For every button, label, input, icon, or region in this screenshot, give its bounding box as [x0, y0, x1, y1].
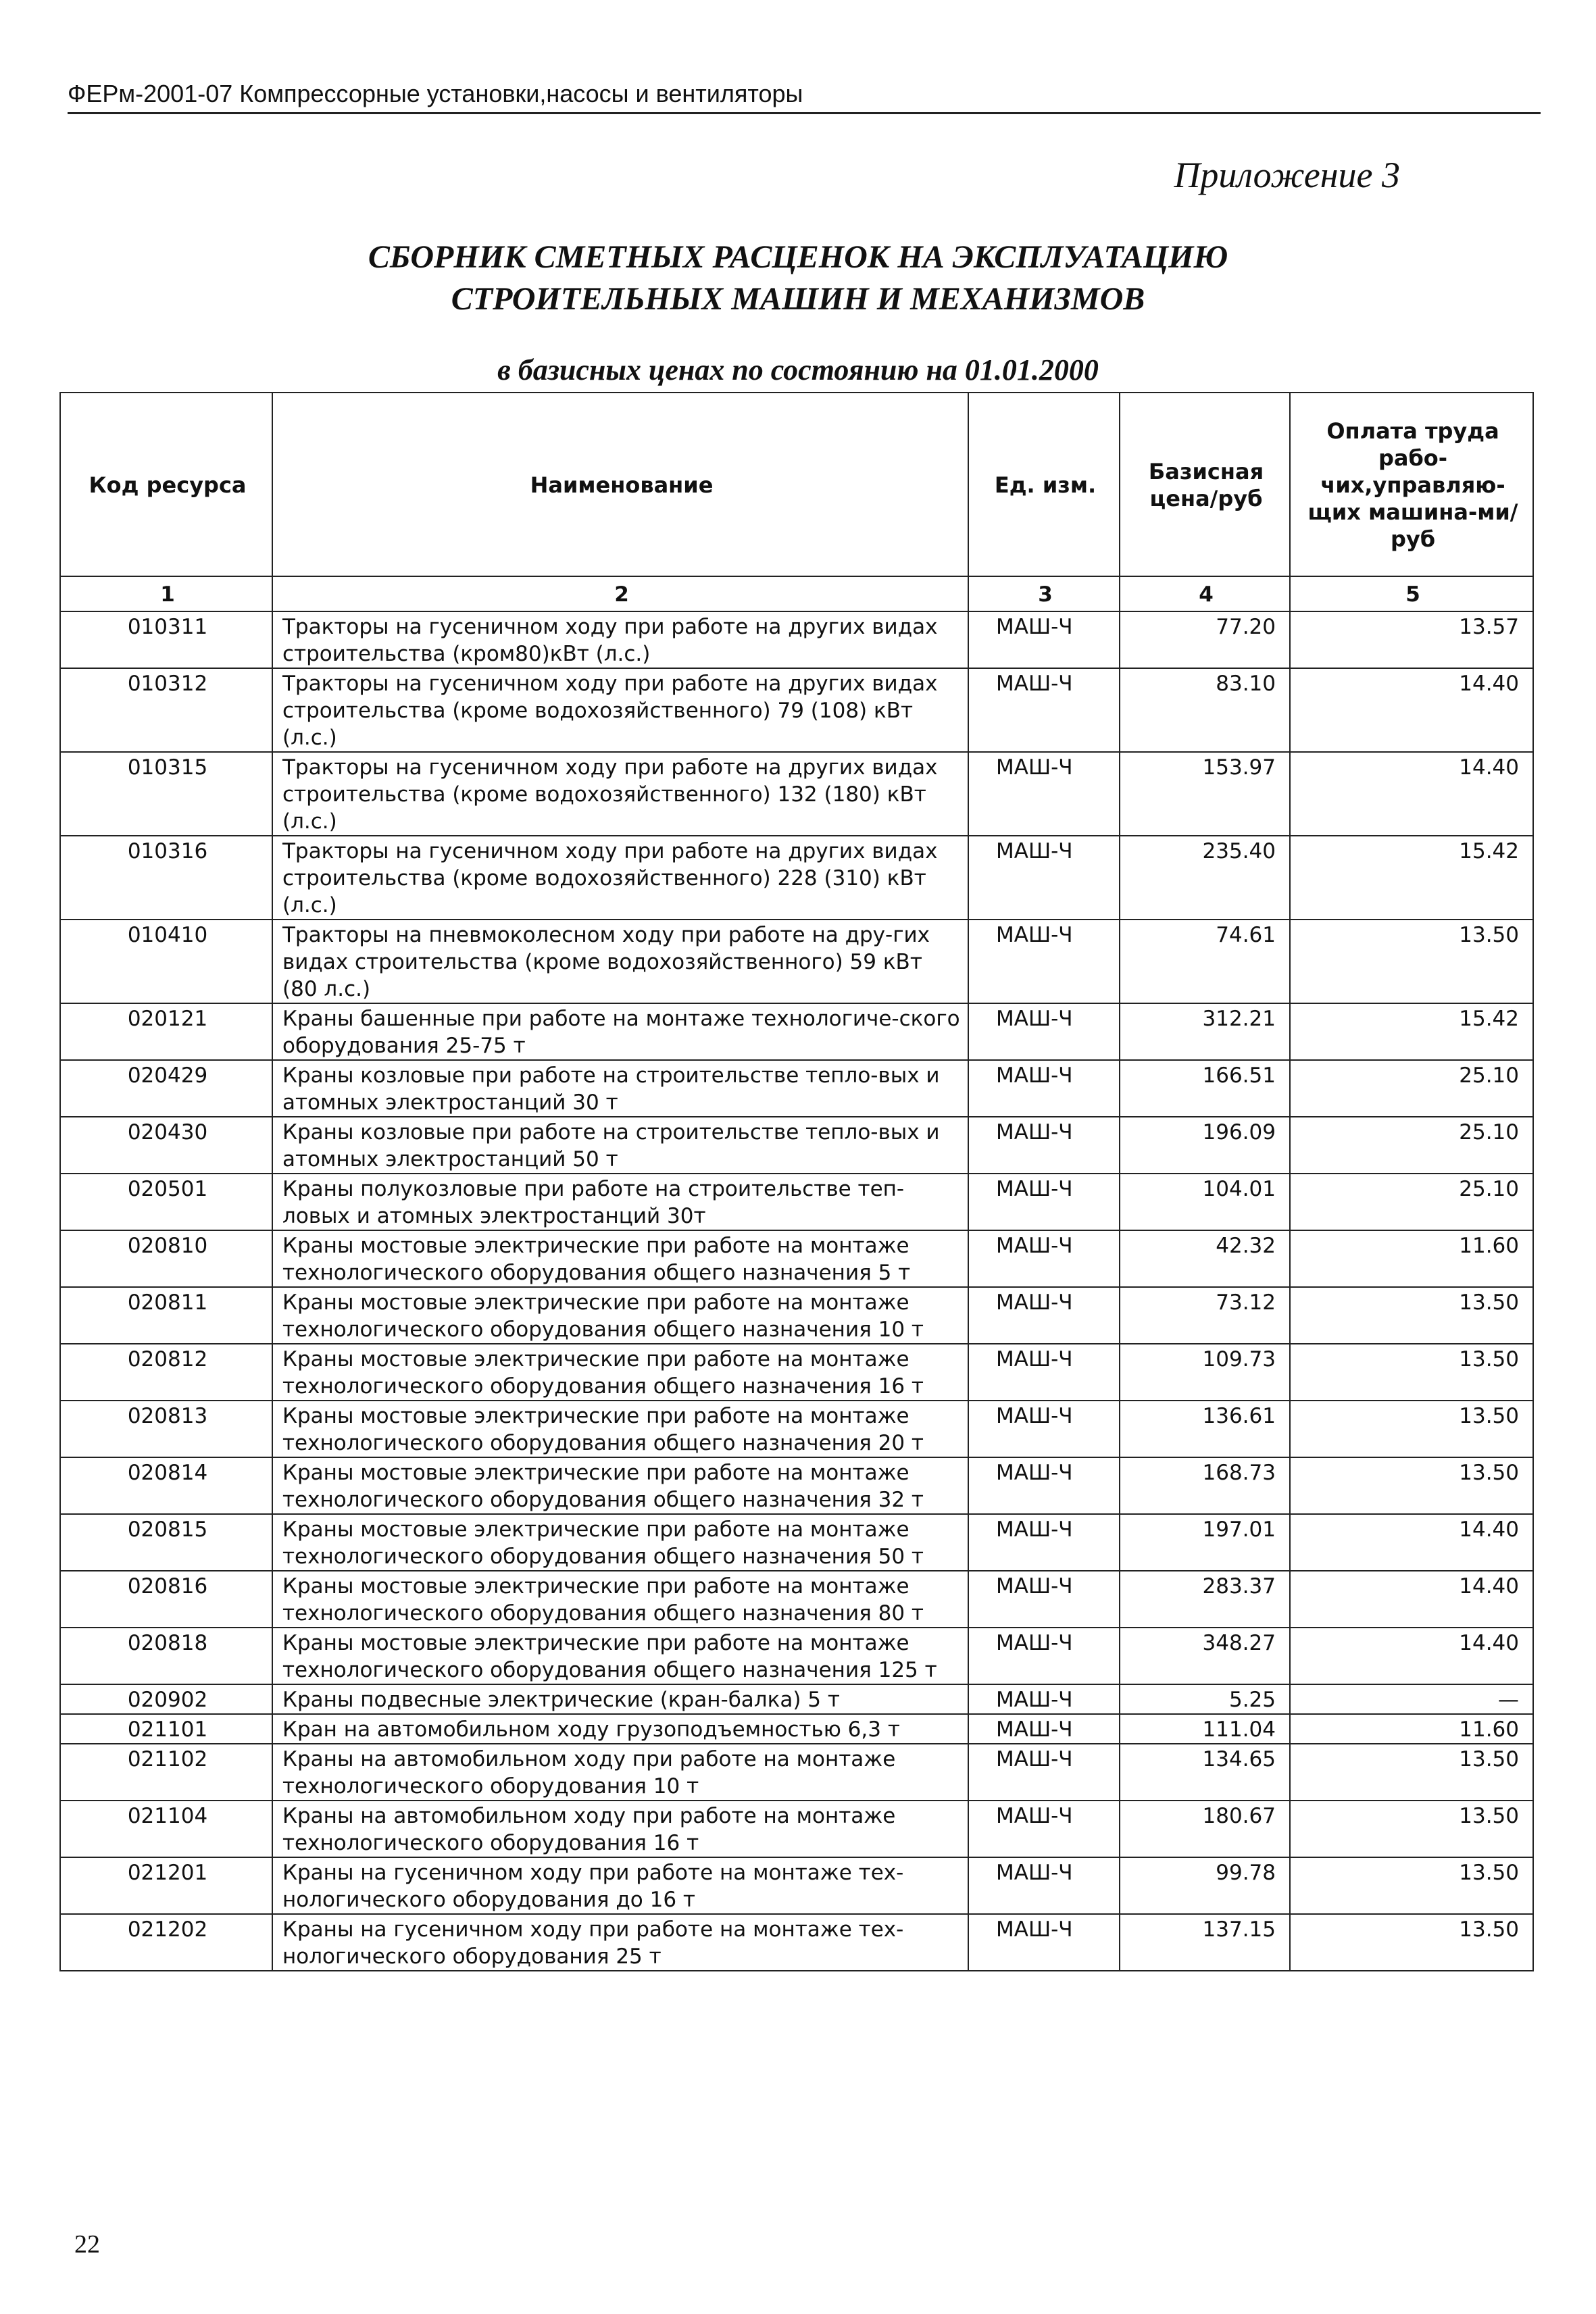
resource-name-cell: Тракторы на гусеничном ходу при работе на других видах строительства (кром80)кВт (л.с.) — [272, 611, 968, 668]
base-price-cell: 74.61 — [1120, 920, 1290, 1003]
operator-wage-cell: — — [1290, 1684, 1533, 1714]
unit-cell: МАШ-Ч — [968, 1117, 1120, 1174]
table-row — [60, 1914, 1533, 1971]
resource-code-cell: 010315 — [60, 752, 272, 836]
resource-code-cell: 020501 — [60, 1174, 272, 1230]
column-header-name: Наименование — [272, 393, 968, 576]
operator-wage-cell: 15.42 — [1290, 836, 1533, 920]
column-number: 1 — [60, 576, 272, 611]
unit-cell: МАШ-Ч — [968, 1401, 1120, 1457]
resource-code-cell: 020902 — [60, 1684, 272, 1714]
resource-name-cell: Краны козловые при работе на строительстве тепло-вых и атомных электростанций 30 т — [272, 1060, 968, 1117]
unit-cell: МАШ-Ч — [968, 1744, 1120, 1801]
base-price-cell: 111.04 — [1120, 1714, 1290, 1744]
unit-cell: МАШ-Ч — [968, 1628, 1120, 1684]
table-row — [60, 1287, 1533, 1344]
base-price-cell: 83.10 — [1120, 668, 1290, 752]
table-row — [60, 752, 1533, 836]
base-price-cell: 77.20 — [1120, 611, 1290, 668]
operator-wage-cell: 11.60 — [1290, 1230, 1533, 1287]
operator-wage-cell: 13.50 — [1290, 1914, 1533, 1971]
resource-code-cell: 020815 — [60, 1514, 272, 1571]
column-number: 4 — [1120, 576, 1290, 611]
operator-wage-cell: 11.60 — [1290, 1714, 1533, 1744]
resource-code-cell: 020816 — [60, 1571, 272, 1628]
running-header: ФЕРм-2001-07 Компрессорные установки,насосы и вентиляторы — [68, 80, 1541, 114]
resource-name-cell: Тракторы на гусеничном ходу при работе на других видах строительства (кроме водохозяйственного) 79 (108) кВт (л.с.) — [272, 668, 968, 752]
resource-code-cell: 021201 — [60, 1857, 272, 1914]
table-row — [60, 1857, 1533, 1914]
operator-wage-cell: 13.57 — [1290, 611, 1533, 668]
resource-name-cell: Краны башенные при работе на монтаже технологиче-ского оборудования 25-75 т — [272, 1003, 968, 1060]
resource-name-cell: Краны мостовые электрические при работе на монтаже технологического оборудования общего назначения 16 т — [272, 1344, 968, 1401]
unit-cell: МАШ-Ч — [968, 752, 1120, 836]
table-body — [60, 611, 1533, 1971]
base-price-cell: 168.73 — [1120, 1457, 1290, 1514]
resource-name-cell: Тракторы на гусеничном ходу при работе на других видах строительства (кроме водохозяйственного) 228 (310) кВт (л.с.) — [272, 836, 968, 920]
table-row — [60, 1801, 1533, 1857]
resource-code-cell: 020813 — [60, 1401, 272, 1457]
unit-cell: МАШ-Ч — [968, 1514, 1120, 1571]
operator-wage-cell: 14.40 — [1290, 752, 1533, 836]
resource-code-cell: 020429 — [60, 1060, 272, 1117]
operator-wage-cell: 15.42 — [1290, 1003, 1533, 1060]
title-line-2: СТРОИТЕЛЬНЫХ МАШИН И МЕХАНИЗМОВ — [451, 281, 1145, 317]
unit-cell: МАШ-Ч — [968, 1060, 1120, 1117]
base-price-cell: 137.15 — [1120, 1914, 1290, 1971]
column-number: 5 — [1290, 576, 1533, 611]
operator-wage-cell: 13.50 — [1290, 1857, 1533, 1914]
table-row — [60, 836, 1533, 920]
resource-code-cell: 010312 — [60, 668, 272, 752]
resource-code-cell: 021202 — [60, 1914, 272, 1971]
base-price-cell: 136.61 — [1120, 1401, 1290, 1457]
resource-code-cell: 020811 — [60, 1287, 272, 1344]
base-price-cell: 134.65 — [1120, 1744, 1290, 1801]
operator-wage-cell: 25.10 — [1290, 1060, 1533, 1117]
operator-wage-cell: 13.50 — [1290, 1401, 1533, 1457]
resource-name-cell: Краны на гусеничном ходу при работе на монтаже тех-нологического оборудования 25 т — [272, 1914, 968, 1971]
resource-code-cell: 010410 — [60, 920, 272, 1003]
document-title — [0, 236, 1596, 320]
base-price-cell: 180.67 — [1120, 1801, 1290, 1857]
table-row — [60, 1003, 1533, 1060]
resource-name-cell: Краны мостовые электрические при работе на монтаже технологического оборудования общего назначения 32 т — [272, 1457, 968, 1514]
resource-name-cell: Краны мостовые электрические при работе на монтаже технологического оборудования общего назначения 50 т — [272, 1514, 968, 1571]
operator-wage-cell: 13.50 — [1290, 1287, 1533, 1344]
resource-code-cell: 020121 — [60, 1003, 272, 1060]
column-header-wage: Оплата труда рабо-чих,управляю-щих машина-ми/руб — [1290, 393, 1533, 576]
unit-cell: МАШ-Ч — [968, 1914, 1120, 1971]
resource-name-cell: Краны подвесные электрические (кран-балка) 5 т — [272, 1684, 968, 1714]
unit-cell: МАШ-Ч — [968, 1230, 1120, 1287]
table-row — [60, 1457, 1533, 1514]
table-row — [60, 1230, 1533, 1287]
resource-code-cell: 020810 — [60, 1230, 272, 1287]
resource-name-cell: Краны мостовые электрические при работе на монтаже технологического оборудования общего назначения 20 т — [272, 1401, 968, 1457]
resource-name-cell: Краны мостовые электрические при работе на монтаже технологического оборудования общего назначения 5 т — [272, 1230, 968, 1287]
unit-cell: МАШ-Ч — [968, 1174, 1120, 1230]
table-row — [60, 1401, 1533, 1457]
base-price-cell: 5.25 — [1120, 1684, 1290, 1714]
unit-cell: МАШ-Ч — [968, 1857, 1120, 1914]
base-price-cell: 166.51 — [1120, 1060, 1290, 1117]
appendix-label: Приложение 3 — [1174, 155, 1400, 195]
base-price-cell: 283.37 — [1120, 1571, 1290, 1628]
base-price-cell: 99.78 — [1120, 1857, 1290, 1914]
resource-code-cell: 021102 — [60, 1744, 272, 1801]
table-row — [60, 1117, 1533, 1174]
resource-code-cell: 010311 — [60, 611, 272, 668]
column-number-row — [60, 576, 1533, 611]
unit-cell: МАШ-Ч — [968, 920, 1120, 1003]
table-row — [60, 668, 1533, 752]
table-row — [60, 1714, 1533, 1744]
base-price-cell: 153.97 — [1120, 752, 1290, 836]
base-price-cell: 348.27 — [1120, 1628, 1290, 1684]
base-price-cell: 196.09 — [1120, 1117, 1290, 1174]
base-price-cell: 235.40 — [1120, 836, 1290, 920]
column-header-price: Базисная цена/руб — [1120, 393, 1290, 576]
base-price-cell: 197.01 — [1120, 1514, 1290, 1571]
table-row — [60, 611, 1533, 668]
resource-name-cell: Краны мостовые электрические при работе на монтаже технологического оборудования общего назначения 125 т — [272, 1628, 968, 1684]
unit-cell: МАШ-Ч — [968, 1571, 1120, 1628]
unit-cell: МАШ-Ч — [968, 1714, 1120, 1744]
resource-name-cell: Тракторы на гусеничном ходу при работе на других видах строительства (кроме водохозяйственного) 132 (180) кВт (л.с.) — [272, 752, 968, 836]
resource-code-cell: 020818 — [60, 1628, 272, 1684]
base-price-cell: 109.73 — [1120, 1344, 1290, 1401]
operator-wage-cell: 13.50 — [1290, 1801, 1533, 1857]
column-number: 3 — [968, 576, 1120, 611]
table-header-row — [60, 393, 1533, 576]
resource-code-cell: 020430 — [60, 1117, 272, 1174]
table-row — [60, 1571, 1533, 1628]
resource-name-cell: Кран на автомобильном ходу грузоподъемностью 6,3 т — [272, 1714, 968, 1744]
column-header-code: Код ресурса — [60, 393, 272, 576]
table-row — [60, 1744, 1533, 1801]
unit-cell: МАШ-Ч — [968, 668, 1120, 752]
unit-cell: МАШ-Ч — [968, 836, 1120, 920]
table-row — [60, 1344, 1533, 1401]
unit-cell: МАШ-Ч — [968, 1003, 1120, 1060]
unit-cell: МАШ-Ч — [968, 1801, 1120, 1857]
resource-name-cell: Краны на автомобильном ходу при работе на монтаже технологического оборудования 10 т — [272, 1744, 968, 1801]
resource-name-cell: Краны мостовые электрические при работе на монтаже технологического оборудования общего назначения 10 т — [272, 1287, 968, 1344]
title-line-1: СБОРНИК СМЕТНЫХ РАСЦЕНОК НА ЭКСПЛУАТАЦИЮ — [368, 239, 1228, 275]
table-row — [60, 1174, 1533, 1230]
unit-cell: МАШ-Ч — [968, 1684, 1120, 1714]
operator-wage-cell: 13.50 — [1290, 1457, 1533, 1514]
resource-name-cell: Краны мостовые электрические при работе на монтаже технологического оборудования общего назначения 80 т — [272, 1571, 968, 1628]
resource-code-cell: 021104 — [60, 1801, 272, 1857]
operator-wage-cell: 14.40 — [1290, 1628, 1533, 1684]
operator-wage-cell: 13.50 — [1290, 1744, 1533, 1801]
column-header-unit: Ед. изм. — [968, 393, 1120, 576]
base-price-cell: 73.12 — [1120, 1287, 1290, 1344]
operator-wage-cell: 25.10 — [1290, 1117, 1533, 1174]
resource-name-cell: Краны на автомобильном ходу при работе на монтаже технологического оборудования 16 т — [272, 1801, 968, 1857]
unit-cell: МАШ-Ч — [968, 611, 1120, 668]
operator-wage-cell: 14.40 — [1290, 1571, 1533, 1628]
resource-name-cell: Краны полукозловые при работе на строительстве теп-ловых и атомных электростанций 30т — [272, 1174, 968, 1230]
resource-name-cell: Краны козловые при работе на строительстве тепло-вых и атомных электростанций 50 т — [272, 1117, 968, 1174]
resource-name-cell: Краны на гусеничном ходу при работе на монтаже тех-нологического оборудования до 16 т — [272, 1857, 968, 1914]
table-row — [60, 1628, 1533, 1684]
base-price-cell: 104.01 — [1120, 1174, 1290, 1230]
operator-wage-cell: 25.10 — [1290, 1174, 1533, 1230]
operator-wage-cell: 14.40 — [1290, 1514, 1533, 1571]
resource-code-cell: 020812 — [60, 1344, 272, 1401]
table-row — [60, 920, 1533, 1003]
base-price-cell: 42.32 — [1120, 1230, 1290, 1287]
table-row — [60, 1514, 1533, 1571]
rates-table — [59, 392, 1534, 1971]
operator-wage-cell: 14.40 — [1290, 668, 1533, 752]
resource-code-cell: 021101 — [60, 1714, 272, 1744]
page-number: 22 — [74, 2230, 100, 2259]
base-price-cell: 312.21 — [1120, 1003, 1290, 1060]
operator-wage-cell: 13.50 — [1290, 920, 1533, 1003]
table-row — [60, 1684, 1533, 1714]
resource-code-cell: 020814 — [60, 1457, 272, 1514]
resource-code-cell: 010316 — [60, 836, 272, 920]
unit-cell: МАШ-Ч — [968, 1344, 1120, 1401]
unit-cell: МАШ-Ч — [968, 1457, 1120, 1514]
resource-name-cell: Тракторы на пневмоколесном ходу при работе на дру-гих видах строительства (кроме водохозяйственного) 59 кВт (80 л.с.) — [272, 920, 968, 1003]
document-subtitle: в базисных ценах по состоянию на 01.01.2000 — [497, 353, 1099, 386]
column-number: 2 — [272, 576, 968, 611]
operator-wage-cell: 13.50 — [1290, 1344, 1533, 1401]
table-row — [60, 1060, 1533, 1117]
unit-cell: МАШ-Ч — [968, 1287, 1120, 1344]
